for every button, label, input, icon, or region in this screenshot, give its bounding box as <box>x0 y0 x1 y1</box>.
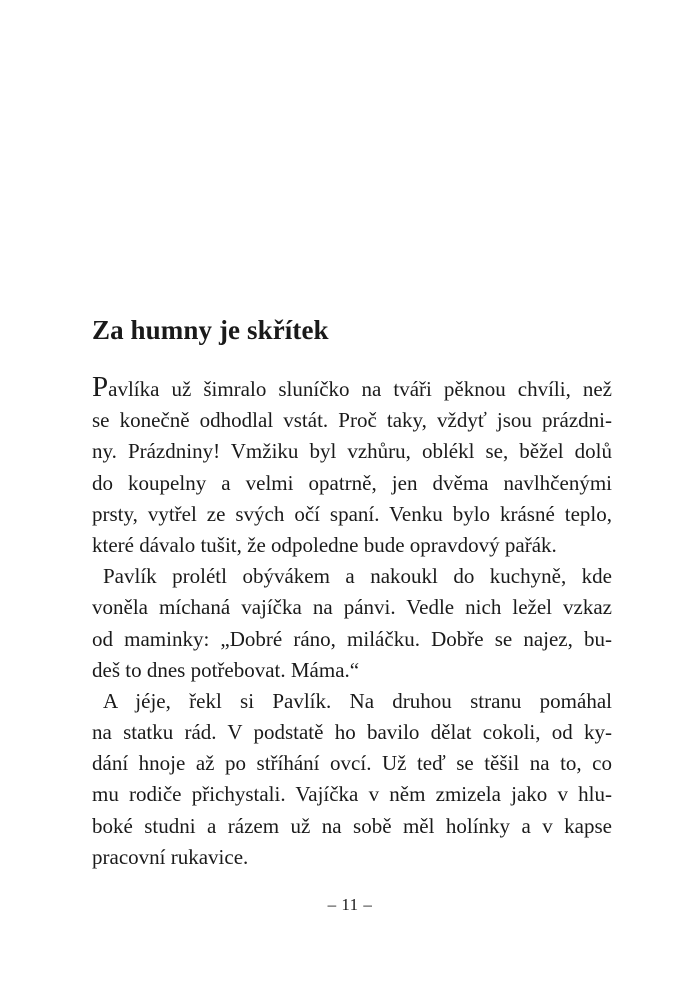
drop-cap: P <box>92 371 109 403</box>
page-number: – 11 – <box>327 895 373 914</box>
text-line: Pavlík prolétl obývákem a nakoukl do kuchyně, kde <box>103 564 612 589</box>
chapter-body <box>92 371 612 873</box>
text-line: od maminky: „Dobré ráno, miláčku. Dobře se najez, bu- <box>92 626 612 651</box>
text-line: A jéje, řekl si Pavlík. Na druhou stranu pomáhal <box>103 688 612 713</box>
text-line: na statku rád. V podstatě ho bavilo dělat cokoli, od ky- <box>92 720 612 745</box>
line-text: avlíka už šimralo sluníčko na tváři pěknou chvíli, než <box>108 377 612 401</box>
text-line: boké studni a rázem už na sobě měl holínky a v kapse <box>92 813 612 838</box>
paragraph-1 <box>92 371 612 561</box>
text-line: které dávalo tušit, že odpoledne bude opravdový pařák. <box>92 532 557 557</box>
text-line: prsty, vytřel ze svých očí spaní. Venku bylo krásné teplo, <box>92 501 612 526</box>
text-line: voněla míchaná vajíčka na pánvi. Vedle nich ležel vzkaz <box>92 595 612 620</box>
text-line <box>92 371 612 405</box>
text-line: se konečně odhodlal vstát. Proč taky, vždyť jsou prázdni- <box>92 408 612 433</box>
text-line: dání hnoje až po stříhání ovcí. Už teď se těšil na to, co <box>92 751 612 776</box>
text-line: pracovní rukavice. <box>92 844 249 869</box>
text-line: mu rodiče přichystali. Vajíčka v něm zmizela jako v hlu- <box>92 782 612 807</box>
chapter-title: Za humny je skřítek <box>92 315 329 345</box>
paragraph-3 <box>92 686 612 873</box>
text-line: do koupelny a velmi opatrně, jen dvěma navlhčenými <box>92 470 612 495</box>
text-line: ny. Prázdniny! Vmžiku byl vzhůru, oblékl se, běžel dolů <box>92 439 612 464</box>
text-line: deš to dnes potřebovat. Máma.“ <box>92 657 360 682</box>
paragraph-2 <box>92 561 612 686</box>
